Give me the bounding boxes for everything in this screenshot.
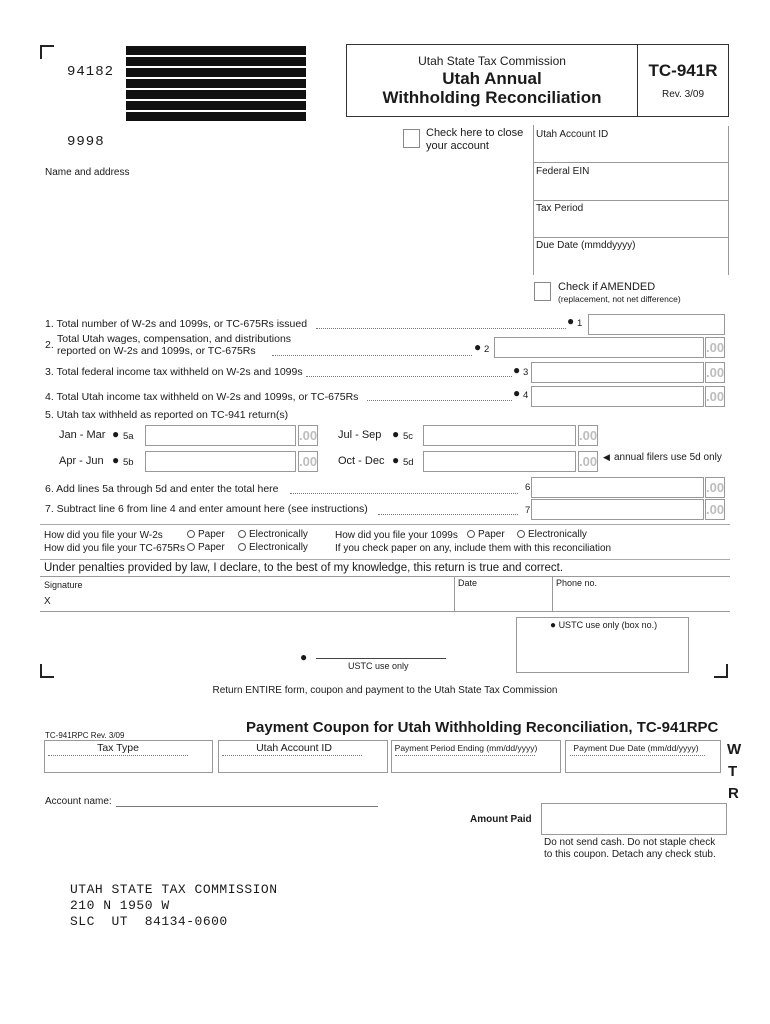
coupon-title: Payment Coupon for Utah Withholding Reconciliation, TC-941RPC <box>246 719 719 736</box>
tc675-electronic-option[interactable] <box>238 542 308 553</box>
tc675-paper-radio[interactable] <box>187 543 195 551</box>
line-4-cents: .00 <box>705 386 725 407</box>
corner-mark-mid-right <box>714 664 728 678</box>
tc675-electronic-label: Electronically <box>249 542 308 553</box>
tax-type-underline <box>48 755 188 756</box>
return-note: Return ENTIRE form, coupon and payment to the Utah State Tax Commission <box>212 685 558 696</box>
tax-type-label: Tax Type <box>97 742 139 754</box>
form-title-line1: Utah Annual <box>442 69 542 88</box>
wtr-letter-w: W <box>727 741 742 758</box>
line-3-label: 3. Total federal income tax withheld on W-2s and 1099s <box>45 366 303 378</box>
line-2-number: 2 <box>484 344 490 355</box>
line-3-number: 3 <box>523 367 529 378</box>
amended-note: (replacement, not net difference) <box>558 294 681 304</box>
1099-paper-radio[interactable] <box>467 530 475 538</box>
close-account-checkbox[interactable] <box>403 129 420 148</box>
name-and-address-label: Name and address <box>45 167 130 178</box>
tc675-electronic-radio[interactable] <box>238 543 246 551</box>
period-ending-underline <box>395 755 535 756</box>
line-1-bullet: ● <box>567 314 575 328</box>
1099-electronic-radio[interactable] <box>517 530 525 538</box>
ustc-box-text: USTC use only (box no.) <box>558 620 658 630</box>
w2-electronic-radio[interactable] <box>238 530 246 538</box>
line-6-leader <box>290 493 518 494</box>
line-4-input[interactable] <box>531 386 704 407</box>
line-5d-cents: .00 <box>578 451 598 472</box>
date-label: Date <box>458 578 478 588</box>
line-6-label: 6. Add lines 5a through 5d and enter the total here <box>45 483 279 495</box>
mailing-address-line2: 210 N 1950 W <box>70 898 170 913</box>
line-7-cents: .00 <box>705 499 725 520</box>
line-3-leader <box>306 376 512 377</box>
line-5b-input[interactable] <box>145 451 296 472</box>
coupon-note-1: Do not send cash. Do not staple check <box>544 837 716 848</box>
line-2-label-b: reported on W-2s and 1099s, or TC-675Rs <box>57 345 256 357</box>
annual-filers-note: annual filers use 5d only <box>614 452 722 463</box>
amount-paid-label: Amount Paid <box>470 814 532 825</box>
line-4-label: 4. Total Utah income tax withheld on W-2s and 1099s, or TC-675Rs <box>45 391 359 403</box>
line-5b-bullet: ● <box>112 453 120 467</box>
divider <box>40 524 730 525</box>
line-6-number: 6 <box>525 482 531 493</box>
line-5b-number: 5b <box>123 457 134 468</box>
line-7-input[interactable] <box>531 499 704 520</box>
line-4-leader <box>367 400 512 401</box>
divider <box>40 559 730 560</box>
due-date-field[interactable] <box>533 238 729 275</box>
line-2-leader <box>272 355 472 356</box>
w2-paper-radio[interactable] <box>187 530 195 538</box>
line-4-number: 4 <box>523 390 529 401</box>
amount-paid-field[interactable] <box>541 803 727 835</box>
1099-electronic-label: Electronically <box>528 529 587 540</box>
line-5b-cents: .00 <box>298 451 318 472</box>
federal-ein-label: Federal EIN <box>536 166 590 177</box>
jan-mar-label: Jan - Mar <box>59 429 106 441</box>
ustc-box-label: ● USTC use only (box no.) <box>550 620 658 631</box>
line-7-leader <box>378 514 518 515</box>
coupon-note-2: to this coupon. Detach any check stub. <box>544 849 716 860</box>
line-1-input[interactable] <box>588 314 725 335</box>
ustc-line <box>316 658 446 659</box>
line-6-input[interactable] <box>531 477 704 498</box>
1099-filing-question: How did you file your 1099s <box>335 530 458 541</box>
line-6-cents: .00 <box>705 477 725 498</box>
utah-account-id-field[interactable] <box>533 126 729 163</box>
corner-mark-mid-left <box>40 664 54 678</box>
coupon-account-id-label: Utah Account ID <box>256 742 332 754</box>
w2-paper-label: Paper <box>198 529 225 540</box>
form-id: TC-941R <box>648 61 718 80</box>
line-1-label: 1. Total number of W-2s and 1099s, or TC-675Rs issued <box>45 318 308 330</box>
paper-filing-note: If you check paper on any, include them with this reconciliation <box>335 543 612 554</box>
signature-label: Signature <box>44 580 83 590</box>
mailing-address-line1: UTAH STATE TAX COMMISSION <box>70 882 278 897</box>
line-3-input[interactable] <box>531 362 704 383</box>
line-2-prefix: 2. <box>45 339 54 351</box>
form-code: 94182 <box>67 64 115 80</box>
line-5a-input[interactable] <box>145 425 296 446</box>
w2-filing-question: How did you file your W-2s <box>44 530 163 541</box>
line-5a-number: 5a <box>123 431 134 442</box>
line-1-leader <box>316 328 566 329</box>
line-7-number: 7 <box>525 505 531 516</box>
tax-period-label: Tax Period <box>536 203 584 214</box>
wtr-letter-t: T <box>728 763 738 780</box>
line-2-cents: .00 <box>705 337 725 358</box>
w2-electronic-option[interactable] <box>238 529 308 540</box>
line-2-label-a: Total Utah wages, compensation, and distributions <box>57 333 292 345</box>
1099-paper-option[interactable] <box>467 529 505 540</box>
coupon-id: TC-941RPC Rev. 3/09 <box>45 731 125 740</box>
line-5c-bullet: ● <box>392 427 400 441</box>
1099-electronic-option[interactable] <box>517 529 587 540</box>
line-5-label: 5. Utah tax withheld as reported on TC-941 return(s) <box>45 409 289 421</box>
payment-due-underline <box>570 755 705 756</box>
tc675-paper-label: Paper <box>198 542 225 553</box>
signature-field[interactable] <box>56 590 452 610</box>
close-account-label: Check here to close your account <box>426 127 524 152</box>
payment-due-label: Payment Due Date (mm/dd/yyyy) <box>573 743 699 753</box>
arrow-left-icon: ◀ <box>603 452 610 462</box>
w2-paper-option[interactable] <box>187 529 225 540</box>
account-name-label: Account name: <box>45 796 112 807</box>
line-5a-cents: .00 <box>298 425 318 446</box>
line-5c-cents: .00 <box>578 425 598 446</box>
federal-ein-field[interactable] <box>533 163 729 201</box>
ustc-bullet: ● <box>300 650 308 664</box>
tax-period-field[interactable] <box>533 201 729 238</box>
barcode-block <box>126 46 306 122</box>
w2-electronic-label: Electronically <box>249 529 308 540</box>
corner-mark-top-left <box>40 45 54 59</box>
tc675-paper-option[interactable] <box>187 542 225 553</box>
mailing-address-line3: SLC UT 84134-0600 <box>70 914 228 929</box>
agency-name: Utah State Tax Commission <box>418 54 566 68</box>
line-1-number: 1 <box>577 318 583 329</box>
due-date-label: Due Date (mmddyyyy) <box>536 240 636 251</box>
account-name-line[interactable] <box>116 806 378 807</box>
form-revision: Rev. 3/09 <box>661 89 705 100</box>
apr-jun-label: Apr - Jun <box>59 455 104 467</box>
jul-sep-label: Jul - Sep <box>338 429 382 441</box>
line-5d-number: 5d <box>403 457 414 468</box>
line-5a-bullet: ● <box>112 427 120 441</box>
oct-dec-label: Oct - Dec <box>338 455 385 467</box>
account-id-underline <box>222 755 362 756</box>
line-3-bullet: ● <box>513 363 521 377</box>
form-title-line2: Withholding Reconciliation <box>382 88 602 107</box>
1099-paper-label: Paper <box>478 529 505 540</box>
amended-checkbox[interactable] <box>534 282 551 301</box>
utah-account-id-label: Utah Account ID <box>536 129 609 140</box>
phone-label: Phone no. <box>556 578 598 588</box>
amended-label: Check if AMENDED <box>558 281 656 293</box>
ustc-only-label: USTC use only <box>348 661 409 671</box>
tc675-filing-question: How did you file your TC-675Rs <box>44 543 185 554</box>
line-5c-number: 5c <box>403 431 414 442</box>
line-3-cents: .00 <box>705 362 725 383</box>
line-5c-input[interactable] <box>423 425 576 446</box>
line-2-bullet: ● <box>474 340 482 354</box>
line-5d-input[interactable] <box>423 451 576 472</box>
line-4-bullet: ● <box>513 386 521 400</box>
wtr-letter-r: R <box>728 785 739 802</box>
period-ending-label: Payment Period Ending (mm/dd/yyyy) <box>394 743 538 753</box>
form-code-2: 9998 <box>67 134 105 150</box>
line-5d-bullet: ● <box>392 453 400 467</box>
line-7-label: 7. Subtract line 6 from line 4 and enter amount here (see instructions) <box>45 503 368 515</box>
signature-x: X <box>44 596 51 607</box>
declaration-text: Under penalties provided by law, I declare, to the best of my knowledge, this return is true and correct. <box>44 562 564 574</box>
line-2-input[interactable] <box>494 337 704 358</box>
